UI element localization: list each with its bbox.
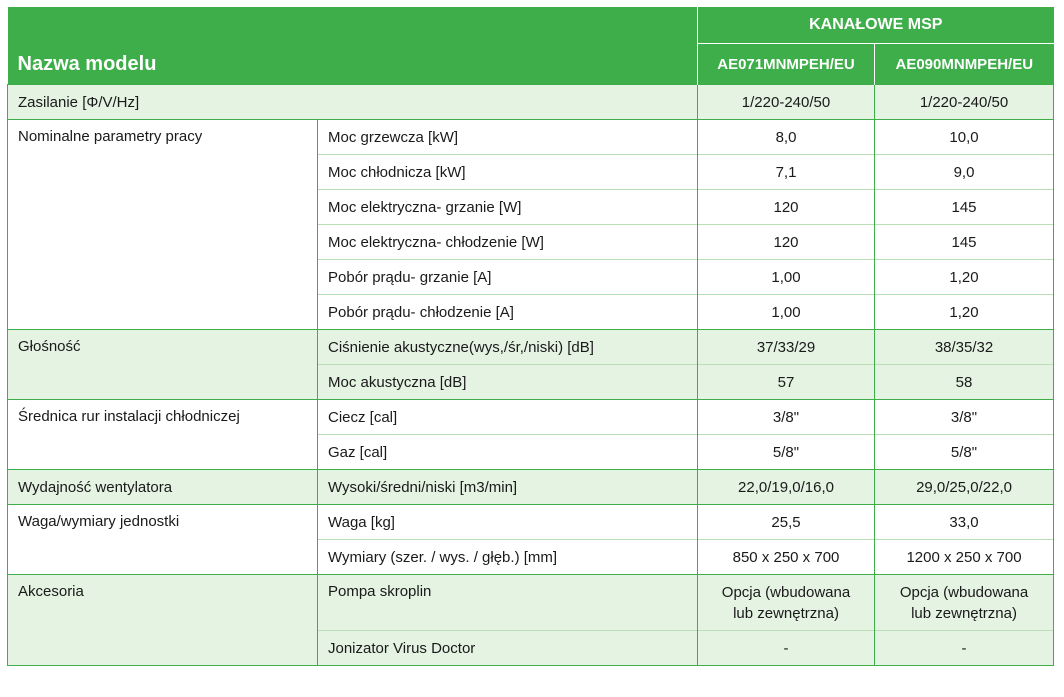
- row-label: Moc elektryczna- chłodzenie [W]: [318, 225, 698, 260]
- value-model-1: 22,0/19,0/16,0: [698, 470, 875, 505]
- row-label: Moc akustyczna [dB]: [318, 365, 698, 400]
- row-label: Moc chłodnicza [kW]: [318, 155, 698, 190]
- value-model-2: 1200 x 250 x 700: [875, 540, 1054, 575]
- value-model-2: 38/35/32: [875, 330, 1054, 365]
- value-model-2: 1,20: [875, 295, 1054, 330]
- value-line: lub zewnętrzna): [733, 604, 839, 622]
- value-line: Opcja (wbudowana: [721, 583, 851, 601]
- value-model-2: 10,0: [875, 120, 1054, 155]
- table-row: [8, 120, 1054, 155]
- value-model-2: 29,0/25,0/22,0: [875, 470, 1054, 505]
- table-row-zasilanie: [8, 85, 1054, 120]
- value-model-2: [875, 575, 1054, 631]
- value-model-1: 1,00: [698, 260, 875, 295]
- row-label: Gaz [cal]: [318, 435, 698, 470]
- group-label-wydajnosc: Wydajność wentylatora: [8, 470, 318, 505]
- value-model-2: 5/8": [875, 435, 1054, 470]
- row-label: Moc elektryczna- grzanie [W]: [318, 190, 698, 225]
- value-model-2: 1,20: [875, 260, 1054, 295]
- table-row: [8, 505, 1054, 540]
- value-model-1: 1/220-240/50: [698, 85, 875, 120]
- row-label: Ciecz [cal]: [318, 400, 698, 435]
- model-name-header: Nazwa modelu: [8, 7, 698, 85]
- table-row: [8, 575, 1054, 631]
- value-model-1: 850 x 250 x 700: [698, 540, 875, 575]
- value-model-2: 145: [875, 190, 1054, 225]
- value-model-2: -: [875, 631, 1054, 666]
- group-label-akcesoria: Akcesoria: [8, 575, 318, 666]
- table-row: [8, 470, 1054, 505]
- row-label: Ciśnienie akustyczne(wys,/śr,/niski) [dB]: [318, 330, 698, 365]
- value-line: lub zewnętrzna): [911, 604, 1017, 622]
- value-model-2: 3/8": [875, 400, 1054, 435]
- model-1-header: AE071MNMPEH/EU: [698, 44, 875, 85]
- table-row: [8, 330, 1054, 365]
- row-label: Pompa skroplin: [318, 575, 698, 631]
- row-label: Wymiary (szer. / wys. / głęb.) [mm]: [318, 540, 698, 575]
- row-label: Pobór prądu- grzanie [A]: [318, 260, 698, 295]
- group-label-waga: Waga/wymiary jednostki: [8, 505, 318, 575]
- row-label: Zasilanie [Φ/V/Hz]: [8, 85, 698, 120]
- value-model-1: 57: [698, 365, 875, 400]
- spec-table: [7, 7, 1054, 666]
- value-model-2: 1/220-240/50: [875, 85, 1054, 120]
- row-label: Moc grzewcza [kW]: [318, 120, 698, 155]
- value-model-2: 145: [875, 225, 1054, 260]
- value-model-1: [698, 575, 875, 631]
- value-model-1: 37/33/29: [698, 330, 875, 365]
- group-label-srednica: Średnica rur instalacji chłodniczej: [8, 400, 318, 470]
- value-model-2: 9,0: [875, 155, 1054, 190]
- value-model-2: 58: [875, 365, 1054, 400]
- value-model-1: 8,0: [698, 120, 875, 155]
- value-model-1: 25,5: [698, 505, 875, 540]
- model-2-header: AE090MNMPEH/EU: [875, 44, 1054, 85]
- value-model-1: 120: [698, 190, 875, 225]
- row-label: Pobór prądu- chłodzenie [A]: [318, 295, 698, 330]
- value-model-1: 120: [698, 225, 875, 260]
- value-model-1: -: [698, 631, 875, 666]
- group-label-nominal: Nominalne parametry pracy: [8, 120, 318, 330]
- value-model-2: 33,0: [875, 505, 1054, 540]
- header-row-top: [8, 7, 1054, 44]
- table-row: [8, 400, 1054, 435]
- row-label: Jonizator Virus Doctor: [318, 631, 698, 666]
- group-label-glosnosc: Głośność: [8, 330, 318, 400]
- value-model-1: 1,00: [698, 295, 875, 330]
- value-model-1: 7,1: [698, 155, 875, 190]
- product-group-header: KANAŁOWE MSP: [698, 7, 1054, 44]
- value-model-1: 3/8": [698, 400, 875, 435]
- value-model-1: 5/8": [698, 435, 875, 470]
- value-line: Opcja (wbudowana: [899, 583, 1029, 601]
- row-label: Waga [kg]: [318, 505, 698, 540]
- row-label: Wysoki/średni/niski [m3/min]: [318, 470, 698, 505]
